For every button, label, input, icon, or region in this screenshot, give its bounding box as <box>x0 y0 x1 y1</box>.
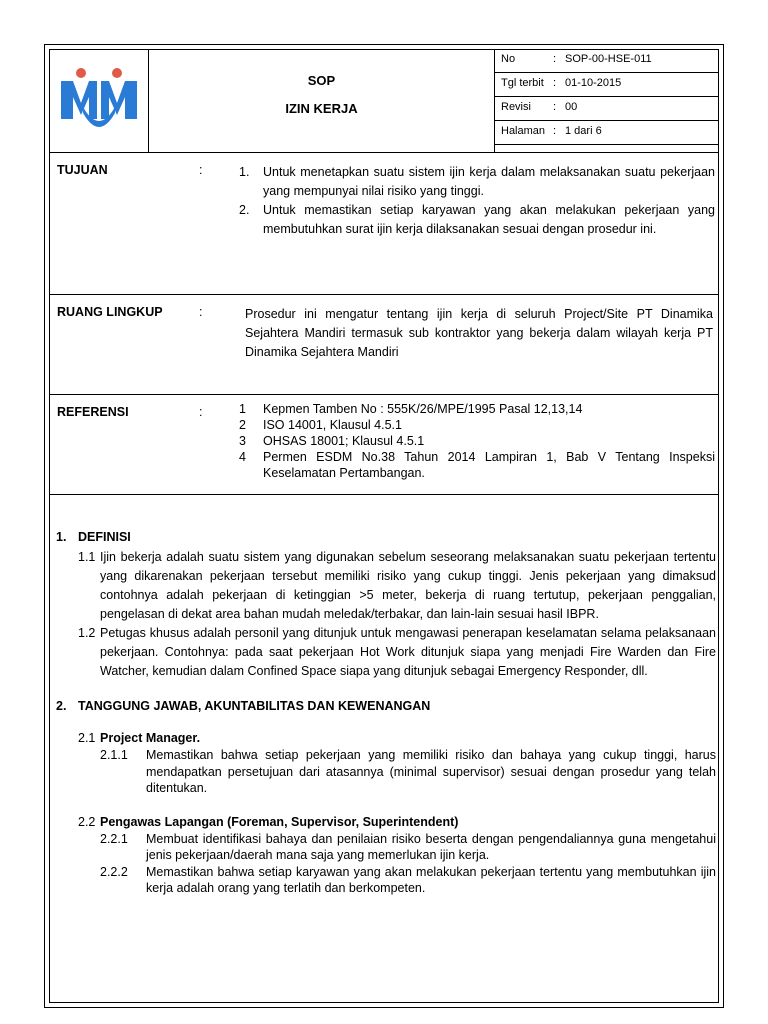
doc-meta-table <box>495 49 719 153</box>
item-number: 1.1 <box>78 550 96 564</box>
meta-colon: : <box>553 53 557 65</box>
list-item <box>235 433 715 449</box>
heading-text: TANGGUNG JAWAB, AKUNTABILITAS DAN KEWENANGAN <box>78 699 431 713</box>
item-text: Petugas khusus adalah personil yang ditunjuk untuk mengawasi penerapan keselamatan selama pelaksanaan pekerjaan. Contohnya: pada saat pekerjaan Hot Work ditunjuk siapa yang menjadi Fire Warden dan Fire Watcher, kemudian dalam Confined Space siapa yang ditunjuk sebagai Emergency Responder, dll. <box>100 626 716 678</box>
list-text: Kepmen Tamben No : 555K/26/MPE/1995 Pasal 12,13,14 <box>263 402 583 416</box>
meta-row-revisi <box>495 97 719 121</box>
section-colon: : <box>199 405 203 419</box>
responsibility-item <box>56 864 716 897</box>
section-label: TUJUAN <box>57 163 108 177</box>
list-text: OHSAS 18001; Klausul 4.5.1 <box>263 434 425 448</box>
heading-definisi <box>56 530 716 544</box>
meta-value: 01-10-2015 <box>565 77 622 89</box>
meta-colon: : <box>553 125 557 137</box>
heading-number: 1. <box>56 530 67 544</box>
item-number: 1.2 <box>78 626 96 640</box>
list-text: Untuk memastikan setiap karyawan yang akan melakukan pekerjaan yang membutuhkan surat ijin kerja dilaksanakan sesuai dengan prosedur ini. <box>263 203 715 236</box>
list-number: 3 <box>239 434 246 448</box>
section-label: REFERENSI <box>57 405 129 419</box>
meta-value: 00 <box>565 101 578 113</box>
list-number: 2 <box>239 418 246 432</box>
item-number: 2.1.1 <box>100 748 128 762</box>
list-number: 2. <box>239 203 250 217</box>
tujuan-list <box>235 163 715 239</box>
referensi-list <box>235 401 715 481</box>
list-item <box>235 449 715 481</box>
list-text: ISO 14001, Klausul 4.5.1 <box>263 418 402 432</box>
heading-number: 2. <box>56 699 67 713</box>
meta-key: Tgl terbit <box>501 77 544 89</box>
doc-type: SOP <box>307 73 336 88</box>
list-item <box>235 201 715 239</box>
section-colon: : <box>199 305 203 319</box>
item-number: 2.2.1 <box>100 831 128 846</box>
meta-key: No <box>501 53 516 65</box>
document-header <box>49 49 719 153</box>
meta-key: Revisi <box>501 101 531 113</box>
meta-value: 1 dari 6 <box>565 125 602 137</box>
list-text: Untuk menetapkan suatu sistem ijin kerja dalam melaksanakan suatu pekerjaan yang mempunyai nilai risiko yang tinggi. <box>263 165 715 198</box>
subheading-text: Project Manager. <box>100 731 201 745</box>
meta-key: Halaman <box>501 125 546 137</box>
ruang-lingkup-text: Prosedur ini mengatur tentang ijin kerja di seluruh Project/Site PT Dinamika Sejahtera Mandiri termasuk sub kontraktor yang bekerja dalam wilayah kerja PT Dinamika Sejahtera Mandiri <box>245 307 713 359</box>
list-number: 1. <box>239 165 250 179</box>
list-text: Permen ESDM No.38 Tahun 2014 Lampiran 1, Bab V Tentang Inspeksi Keselamatan Pertambangan. <box>263 450 715 480</box>
meta-colon: : <box>553 101 557 113</box>
subheading-project-manager <box>56 729 716 747</box>
responsibility-item <box>56 747 716 797</box>
heading-text: DEFINISI <box>78 530 131 544</box>
logo-cell <box>49 49 149 153</box>
item-text: Memastikan bahwa setiap karyawan yang akan melakukan pekerjaan tertentu yang membutuhkan ijin kerja adalah orang yang terlatih dan berkompeten. <box>146 864 716 895</box>
subheading-text: Pengawas Lapangan (Foreman, Supervisor, Superintendent) <box>100 814 459 829</box>
doc-title: IZIN KERJA <box>285 101 358 116</box>
subheading-number: 2.2 <box>78 814 96 829</box>
list-item <box>235 417 715 433</box>
list-item <box>235 401 715 417</box>
item-text: Membuat identifikasi bahaya dan penilaian risiko beserta dengan pengendaliannya guna mengetahui jenis pekerjaan/daerah mana saja yang memerlukan ijin kerja. <box>146 831 716 862</box>
list-item <box>235 163 715 201</box>
item-number: 2.2.2 <box>100 864 128 879</box>
meta-colon: : <box>553 77 557 89</box>
meta-row-tgl-terbit <box>495 73 719 97</box>
subheading-number: 2.1 <box>78 731 96 745</box>
section-colon: : <box>199 163 203 177</box>
company-logo-icon <box>59 63 139 135</box>
item-text: Ijin bekerja adalah suatu sistem yang digunakan sebelum seseorang melaksanakan suatu pekerjaan tertentu yang dikarenakan pekerjaan tersebut memiliki risiko yang cukup tinggi. Jenis pekerjaan yang dimaksud contohnya adalah pekerjaan di ketinggian >5 meter, bekerja di ruang tertutup, pekerjaan penggalian, pengelasan di dekat area bahan mudah meledak/terbakar, dan lain-lain sesuai hasil IBPR. <box>100 550 716 621</box>
item-text: Memastikan bahwa setiap pekerjaan yang memiliki risiko dan bahaya yang cukup tinggi, harus mendapatkan persetujuan dari atasannya (minimal supervisor) sesuai dengan prosedur yang telah ditentukan. <box>146 748 716 795</box>
meta-value: SOP-00-HSE-011 <box>565 53 652 65</box>
title-cell <box>149 49 495 153</box>
section-referensi <box>49 395 719 495</box>
responsibility-item <box>56 831 716 864</box>
section-ruang-lingkup <box>49 295 719 395</box>
document-body <box>56 530 716 897</box>
section-tujuan <box>49 153 719 295</box>
heading-tanggung-jawab <box>56 699 716 713</box>
list-number: 1 <box>239 402 246 416</box>
list-number: 4 <box>239 450 246 464</box>
definition-item <box>56 624 716 681</box>
section-label: RUANG LINGKUP <box>57 305 163 319</box>
subheading-pengawas-lapangan <box>56 813 716 831</box>
definition-item <box>56 548 716 624</box>
meta-row-no <box>495 49 719 73</box>
meta-row-halaman <box>495 121 719 145</box>
